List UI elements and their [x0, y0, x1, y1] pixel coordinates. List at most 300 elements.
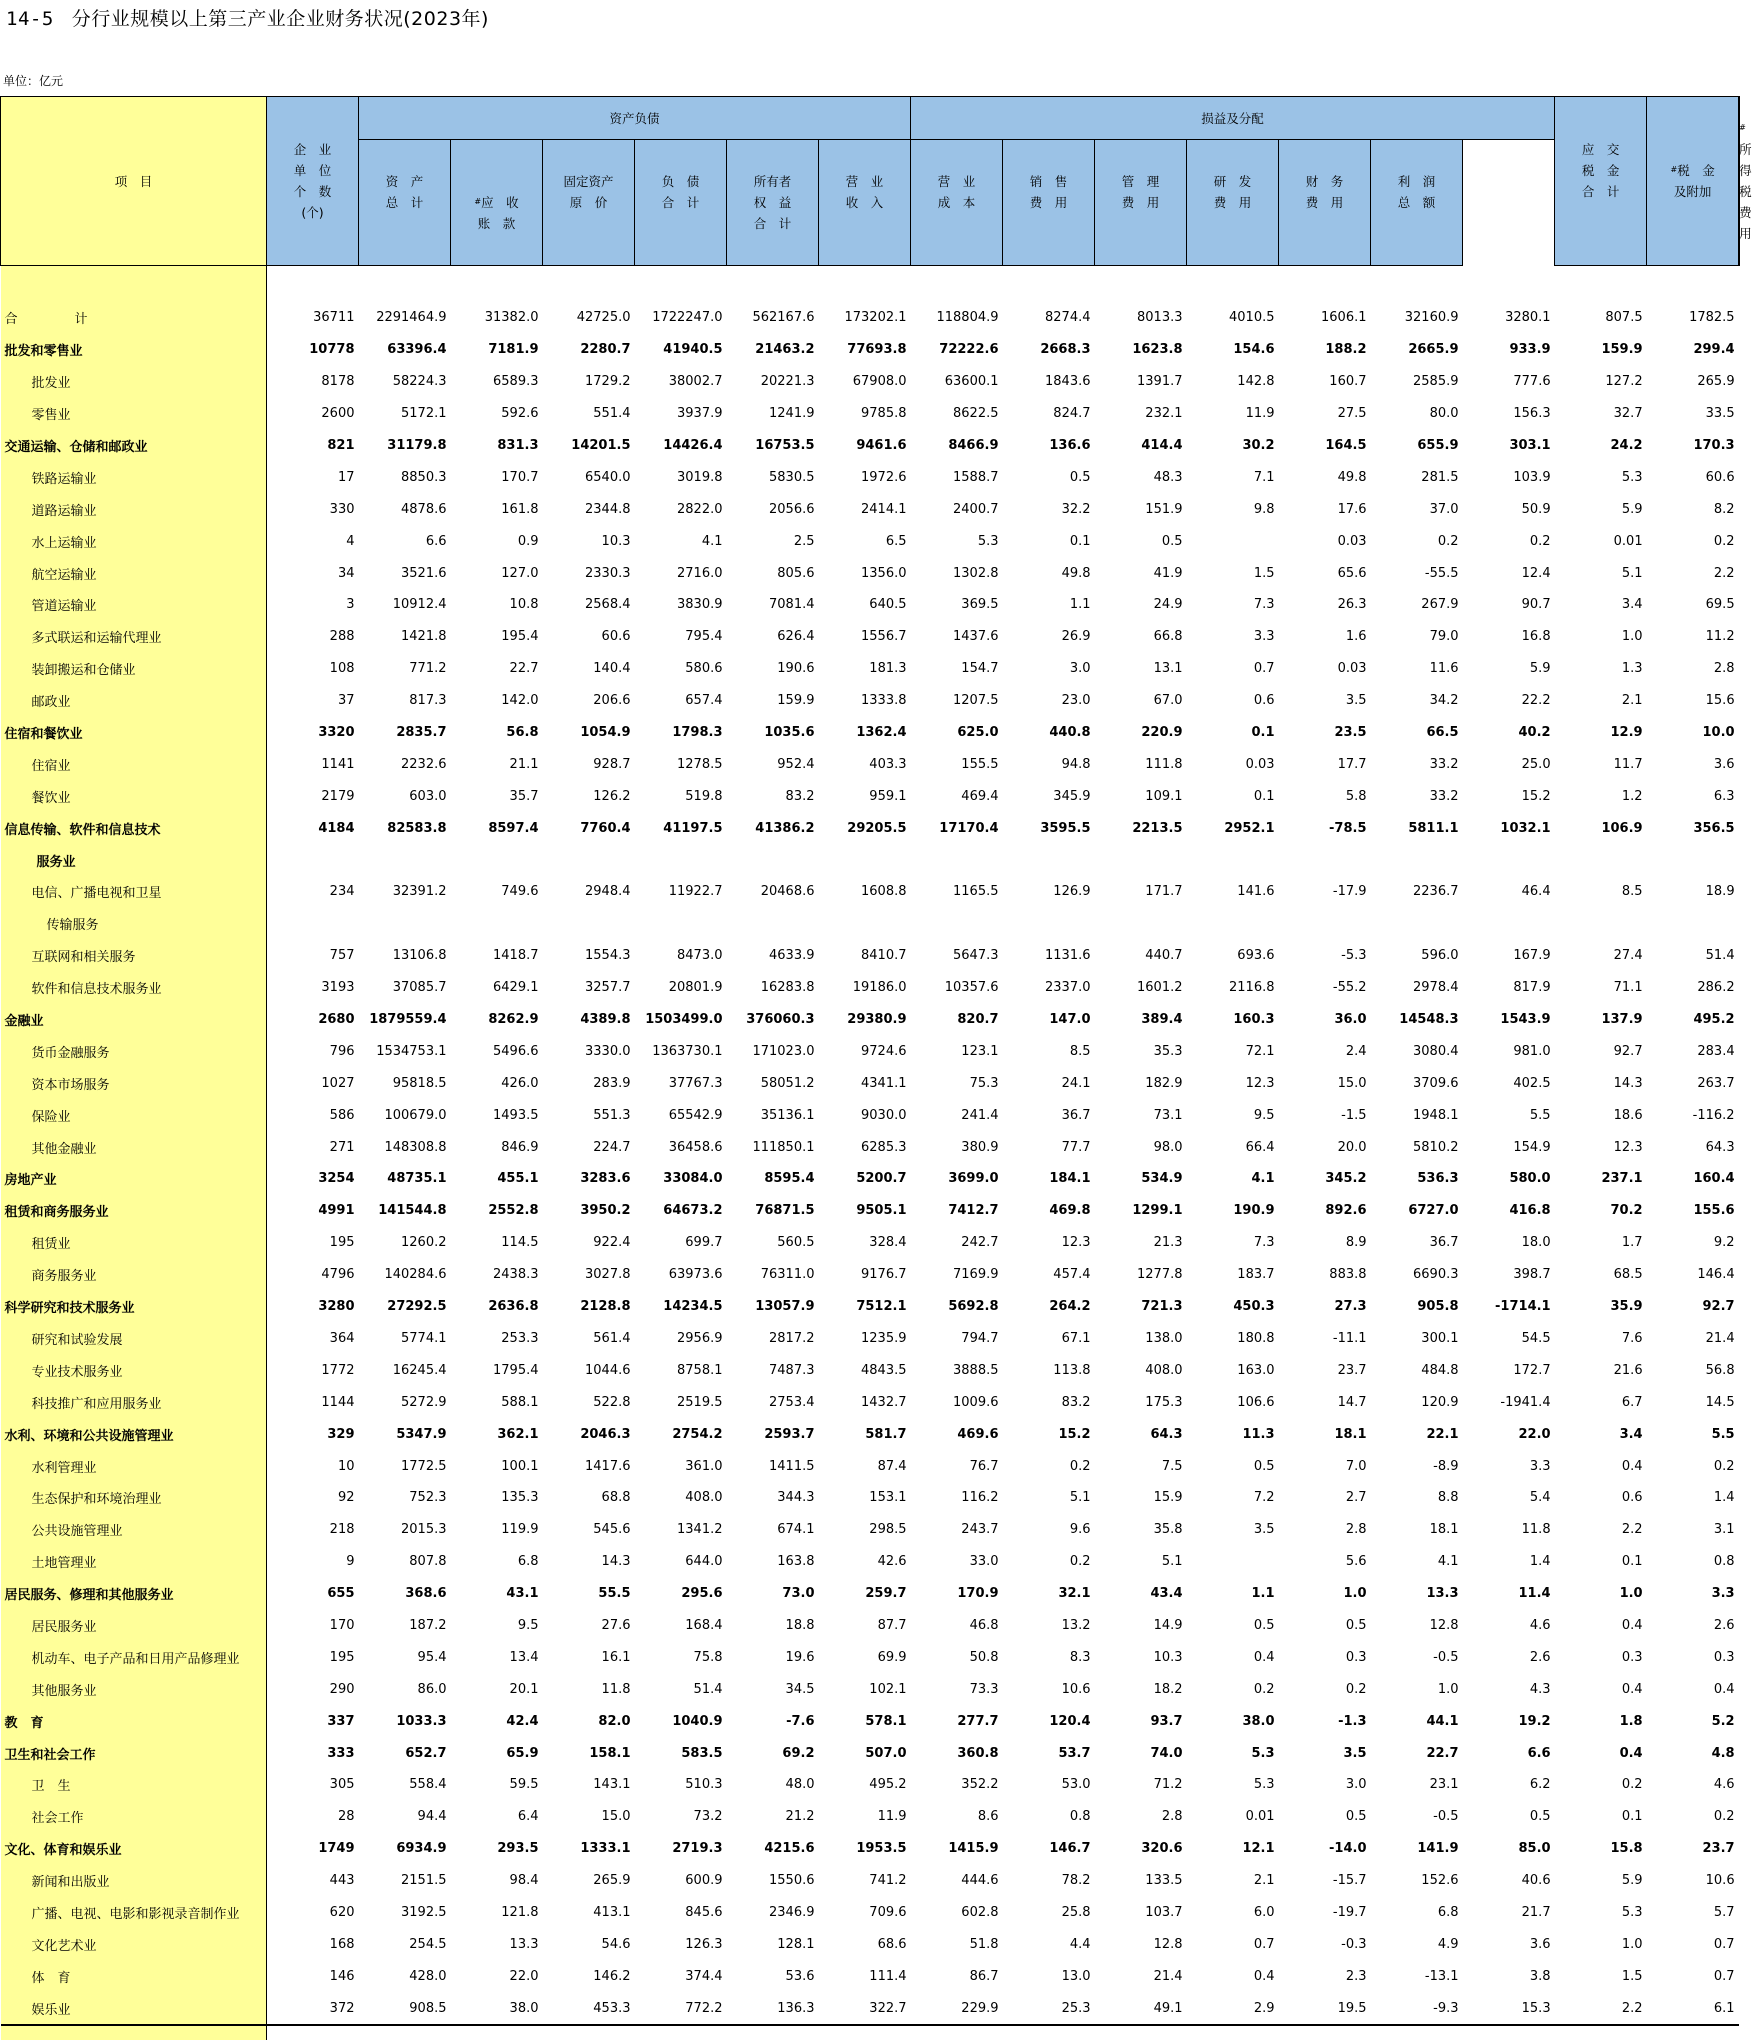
- value-cell: 1032.1: [1463, 812, 1555, 844]
- value-cell: 23.7: [1279, 1354, 1371, 1386]
- value-cell: 111.4: [819, 1960, 911, 1992]
- row-label-cell: [1, 1705, 267, 1737]
- value-cell: 151.9: [1095, 493, 1187, 525]
- value-cell: 4010.5: [1187, 302, 1279, 334]
- value-cell: 135.3: [451, 1482, 543, 1514]
- value-cell: 54.6: [543, 1928, 635, 1960]
- value-cell: 2600: [267, 398, 359, 430]
- value-cell: 2680: [267, 1004, 359, 1036]
- value-cell: [911, 908, 1003, 940]
- value-cell: 1782.5: [1647, 302, 1739, 334]
- header-equity: 所有者 权 益 合 计: [727, 140, 819, 266]
- value-cell: 345.2: [1279, 1163, 1371, 1195]
- value-cell: 22.7: [1371, 1737, 1463, 1769]
- value-cell: 892.6: [1279, 1195, 1371, 1227]
- value-cell: -1.3: [1279, 1705, 1371, 1737]
- value-cell: 5647.3: [911, 940, 1003, 972]
- table-row: [1, 876, 1740, 908]
- value-cell: 345.9: [1003, 780, 1095, 812]
- value-cell: 519.8: [635, 780, 727, 812]
- value-cell: 12.3: [1555, 1131, 1647, 1163]
- value-cell: 602.8: [911, 1897, 1003, 1929]
- value-cell: 103.9: [1463, 461, 1555, 493]
- row-label: 租赁业: [1, 1233, 71, 1252]
- value-cell: -8.9: [1371, 1450, 1463, 1482]
- row-label: 住宿和餐饮业: [1, 723, 83, 742]
- value-cell: 2280.7: [543, 334, 635, 366]
- value-cell: 1141: [267, 748, 359, 780]
- value-cell: 364: [267, 1323, 359, 1355]
- value-cell: 330: [267, 493, 359, 525]
- value-cell: 592.6: [451, 398, 543, 430]
- value-cell: 6.8: [1371, 1897, 1463, 1929]
- value-cell: [1647, 844, 1739, 876]
- value-cell: 108: [267, 653, 359, 685]
- value-cell: 640.5: [819, 589, 911, 621]
- row-label-cell: [1, 1801, 267, 1833]
- header-rd-expense: 研 发 费 用: [1187, 140, 1279, 266]
- value-cell: 12.9: [1555, 717, 1647, 749]
- value-cell: 173202.1: [819, 302, 911, 334]
- value-cell: 2665.9: [1371, 334, 1463, 366]
- value-cell: 141.9: [1371, 1833, 1463, 1865]
- table-row: [1, 1673, 1740, 1705]
- value-cell: 8.8: [1371, 1482, 1463, 1514]
- value-cell: 1418.7: [451, 940, 543, 972]
- row-label-cell: [1, 844, 267, 876]
- row-label-cell: [1, 1641, 267, 1673]
- value-cell: 35.3: [1095, 1035, 1187, 1067]
- value-cell: 5.9: [1555, 493, 1647, 525]
- row-label: 交通运输、仓储和邮政业: [1, 436, 148, 455]
- value-cell: 43.1: [451, 1578, 543, 1610]
- row-label: 合 计: [1, 308, 110, 327]
- value-cell: 3.3: [1647, 1578, 1739, 1610]
- value-cell: 752.3: [359, 1482, 451, 1514]
- value-cell: 551.4: [543, 398, 635, 430]
- value-cell: 69.2: [727, 1737, 819, 1769]
- value-cell: 5.3: [1187, 1737, 1279, 1769]
- value-cell: 15.0: [543, 1801, 635, 1833]
- row-label-cell: [1, 493, 267, 525]
- value-cell: 644.0: [635, 1546, 727, 1578]
- value-cell: 19186.0: [819, 972, 911, 1004]
- table-row: [1, 621, 1740, 653]
- value-cell: 237.1: [1555, 1163, 1647, 1195]
- value-cell: 51.8: [911, 1928, 1003, 1960]
- value-cell: 7181.9: [451, 334, 543, 366]
- row-label: 居民服务、修理和其他服务业: [1, 1584, 174, 1603]
- value-cell: 626.4: [727, 621, 819, 653]
- value-cell: 0.4: [1187, 1641, 1279, 1673]
- value-cell: 51.4: [1647, 940, 1739, 972]
- value-cell: 1207.5: [911, 685, 1003, 717]
- value-cell: 94.8: [1003, 748, 1095, 780]
- row-label: 研究和试验发展: [1, 1329, 123, 1348]
- value-cell: 820.7: [911, 1004, 1003, 1036]
- value-cell: 0.2: [1647, 1801, 1739, 1833]
- table-row: [1, 1259, 1740, 1291]
- value-cell: 34.5: [727, 1673, 819, 1705]
- value-cell: 220.9: [1095, 717, 1187, 749]
- value-cell: 0.3: [1279, 1641, 1371, 1673]
- value-cell: 1.0: [1555, 1928, 1647, 1960]
- header-income-tax: #所得税 费 用: [1739, 97, 1740, 266]
- row-label: 道路运输业: [1, 500, 97, 519]
- value-cell: 5200.7: [819, 1163, 911, 1195]
- value-cell: 63600.1: [911, 366, 1003, 398]
- value-cell: 65542.9: [635, 1099, 727, 1131]
- value-cell: 82.0: [543, 1705, 635, 1737]
- value-cell: 3937.9: [635, 398, 727, 430]
- value-cell: 469.8: [1003, 1195, 1095, 1227]
- value-cell: [267, 908, 359, 940]
- value-cell: 416.8: [1463, 1195, 1555, 1227]
- row-label-cell: [1, 940, 267, 972]
- value-cell: 12.3: [1003, 1227, 1095, 1259]
- value-cell: 6690.3: [1371, 1259, 1463, 1291]
- value-cell: 0.1: [1555, 1546, 1647, 1578]
- value-cell: 12.8: [1371, 1610, 1463, 1642]
- value-cell: 25.0: [1463, 748, 1555, 780]
- value-cell: 545.6: [543, 1514, 635, 1546]
- value-cell: 87.7: [819, 1610, 911, 1642]
- value-cell: 8622.5: [911, 398, 1003, 430]
- row-label: 管道运输业: [1, 595, 97, 614]
- table-row: [1, 557, 1740, 589]
- value-cell: 8.5: [1555, 876, 1647, 908]
- row-label: 其他服务业: [1, 1680, 97, 1699]
- value-cell: 20801.9: [635, 972, 727, 1004]
- value-cell: 73.3: [911, 1673, 1003, 1705]
- value-cell: 0.7: [1647, 1928, 1739, 1960]
- value-cell: 265.9: [543, 1865, 635, 1897]
- value-cell: 28: [267, 1801, 359, 1833]
- row-label: 货币金融服务: [1, 1042, 110, 1061]
- value-cell: 817.9: [1463, 972, 1555, 1004]
- value-cell: 27.4: [1555, 940, 1647, 972]
- value-cell: 56.8: [1647, 1354, 1739, 1386]
- value-cell: 18.1: [1371, 1514, 1463, 1546]
- row-label-cell: [1, 461, 267, 493]
- value-cell: 426.0: [451, 1067, 543, 1099]
- value-cell: 73.2: [635, 1801, 727, 1833]
- value-cell: 1606.1: [1279, 302, 1371, 334]
- value-cell: 0.1: [1555, 1801, 1647, 1833]
- value-cell: 164.5: [1279, 430, 1371, 462]
- value-cell: 8850.3: [359, 461, 451, 493]
- value-cell: 0.1: [1003, 525, 1095, 557]
- value-cell: 15.0: [1279, 1067, 1371, 1099]
- value-cell: 1.1: [1003, 589, 1095, 621]
- table-row: [1, 812, 1740, 844]
- value-cell: 18.1: [1279, 1418, 1371, 1450]
- value-cell: 2.9: [1187, 1992, 1279, 2025]
- value-cell: 536.3: [1371, 1163, 1463, 1195]
- value-cell: 588.1: [451, 1386, 543, 1418]
- value-cell: 161.8: [451, 493, 543, 525]
- value-cell: 6.8: [451, 1546, 543, 1578]
- value-cell: 3.4: [1555, 589, 1647, 621]
- value-cell: 0.2: [1371, 525, 1463, 557]
- value-cell: 5.3: [1555, 461, 1647, 493]
- value-cell: 123.1: [911, 1035, 1003, 1067]
- value-cell: 2179: [267, 780, 359, 812]
- value-cell: 44.1: [1371, 1705, 1463, 1737]
- value-cell: 63396.4: [359, 334, 451, 366]
- value-cell: 4878.6: [359, 493, 451, 525]
- value-cell: 522.8: [543, 1386, 635, 1418]
- value-cell: 111850.1: [727, 1131, 819, 1163]
- value-cell: 4.9: [1371, 1928, 1463, 1960]
- value-cell: 3888.5: [911, 1354, 1003, 1386]
- value-cell: 337: [267, 1705, 359, 1737]
- value-cell: 187.2: [359, 1610, 451, 1642]
- value-cell: 3.0: [1279, 1769, 1371, 1801]
- value-cell: 141.6: [1187, 876, 1279, 908]
- value-cell: [1003, 908, 1095, 940]
- value-cell: 0.8: [1003, 1801, 1095, 1833]
- value-cell: 9724.6: [819, 1035, 911, 1067]
- value-cell: 5830.5: [727, 461, 819, 493]
- value-cell: 5.3: [911, 525, 1003, 557]
- value-cell: 19.5: [1279, 1992, 1371, 2025]
- value-cell: 3.3: [1187, 621, 1279, 653]
- value-cell: 328.4: [819, 1227, 911, 1259]
- value-cell: 70.2: [1555, 1195, 1647, 1227]
- value-cell: 1411.5: [727, 1450, 819, 1482]
- value-cell: 0.5: [1463, 1801, 1555, 1833]
- value-cell: 2337.0: [1003, 972, 1095, 1004]
- value-cell: 30.2: [1187, 430, 1279, 462]
- table-row: [1, 1131, 1740, 1163]
- value-cell: 440.8: [1003, 717, 1095, 749]
- value-cell: 352.2: [911, 1769, 1003, 1801]
- value-cell: 7.5: [1095, 1450, 1187, 1482]
- header-enterprises: 企 业 单 位 个 数 (个): [267, 97, 359, 266]
- value-cell: 19.6: [727, 1641, 819, 1673]
- value-cell: 73.0: [727, 1578, 819, 1610]
- value-cell: 126.2: [543, 780, 635, 812]
- value-cell: 133.5: [1095, 1865, 1187, 1897]
- value-cell: 795.4: [635, 621, 727, 653]
- value-cell: 154.7: [911, 653, 1003, 685]
- value-cell: 94.4: [359, 1801, 451, 1833]
- value-cell: 5172.1: [359, 398, 451, 430]
- table-row: [1, 1004, 1740, 1036]
- value-cell: 13106.8: [359, 940, 451, 972]
- value-cell: 43.4: [1095, 1578, 1187, 1610]
- value-cell: 10778: [267, 334, 359, 366]
- value-cell: 6.2: [1463, 1769, 1555, 1801]
- value-cell: 8013.3: [1095, 302, 1187, 334]
- value-cell: 77693.8: [819, 334, 911, 366]
- value-cell: 13.3: [1371, 1578, 1463, 1610]
- value-cell: 18.0: [1463, 1227, 1555, 1259]
- value-cell: 0.1: [1187, 780, 1279, 812]
- value-cell: 1534753.1: [359, 1035, 451, 1067]
- value-cell: 5.5: [1647, 1418, 1739, 1450]
- table-row: [1, 717, 1740, 749]
- value-cell: 777.6: [1463, 366, 1555, 398]
- value-cell: 4.1: [635, 525, 727, 557]
- value-cell: 35136.1: [727, 1099, 819, 1131]
- value-cell: 78.2: [1003, 1865, 1095, 1897]
- value-cell: 17170.4: [911, 812, 1003, 844]
- value-cell: 1417.6: [543, 1450, 635, 1482]
- value-cell: 1035.6: [727, 717, 819, 749]
- value-cell: 68.5: [1555, 1259, 1647, 1291]
- value-cell: 98.4: [451, 1865, 543, 1897]
- value-cell: 12.1: [1187, 1833, 1279, 1865]
- value-cell: 7169.9: [911, 1259, 1003, 1291]
- value-cell: 1165.5: [911, 876, 1003, 908]
- value-cell: 140.4: [543, 653, 635, 685]
- value-cell: 126.9: [1003, 876, 1095, 908]
- value-cell: 10.6: [1003, 1673, 1095, 1705]
- header-total-profit: 利 润 总 额: [1371, 140, 1463, 266]
- value-cell: 320.6: [1095, 1833, 1187, 1865]
- value-cell: [451, 908, 543, 940]
- table-number: 14-5: [6, 8, 54, 30]
- value-cell: 33.5: [1647, 398, 1739, 430]
- table-row: [1, 685, 1740, 717]
- value-cell: 0.2: [1003, 1546, 1095, 1578]
- value-cell: 2585.9: [1371, 366, 1463, 398]
- row-label: 批发业: [1, 372, 71, 391]
- value-cell: 22.7: [451, 653, 543, 685]
- value-cell: 657.4: [635, 685, 727, 717]
- value-cell: 8473.0: [635, 940, 727, 972]
- value-cell: 551.3: [543, 1099, 635, 1131]
- value-cell: 4341.1: [819, 1067, 911, 1099]
- value-cell: 32160.9: [1371, 302, 1463, 334]
- value-cell: 757: [267, 940, 359, 972]
- row-label-cell: [1, 1259, 267, 1291]
- value-cell: 9785.8: [819, 398, 911, 430]
- value-cell: 5.9: [1463, 653, 1555, 685]
- value-cell: 24.9: [1095, 589, 1187, 621]
- value-cell: 5.1: [1003, 1482, 1095, 1514]
- row-label-cell: [1, 908, 267, 940]
- value-cell: 1879559.4: [359, 1004, 451, 1036]
- value-cell: 1722247.0: [635, 302, 727, 334]
- value-cell: 224.7: [543, 1131, 635, 1163]
- value-cell: 36.7: [1003, 1099, 1095, 1131]
- row-label-cell: [1, 1897, 267, 1929]
- value-cell: 749.6: [451, 876, 543, 908]
- value-cell: 232.1: [1095, 398, 1187, 430]
- value-cell: 908.5: [359, 1992, 451, 2025]
- value-cell: 19.2: [1463, 1705, 1555, 1737]
- value-cell: 2.7: [1279, 1482, 1371, 1514]
- value-cell: 17.7: [1279, 748, 1371, 780]
- value-cell: 652.7: [359, 1737, 451, 1769]
- value-cell: 160.4: [1647, 1163, 1739, 1195]
- table-row: [1, 1323, 1740, 1355]
- value-cell: 699.7: [635, 1227, 727, 1259]
- value-cell: 14234.5: [635, 1291, 727, 1323]
- table-row: [1, 1833, 1740, 1865]
- value-cell: 8410.7: [819, 940, 911, 972]
- header-sales-expense: 销 售 费 用: [1003, 140, 1095, 266]
- header-finance-expense: 财 务 费 用: [1279, 140, 1371, 266]
- value-cell: 148308.8: [359, 1131, 451, 1163]
- row-label: 航空运输业: [1, 564, 97, 583]
- value-cell: 1.8: [1555, 1705, 1647, 1737]
- value-cell: 155.5: [911, 748, 1003, 780]
- value-cell: 163.8: [727, 1546, 819, 1578]
- value-cell: 586: [267, 1099, 359, 1131]
- value-cell: 9.5: [451, 1610, 543, 1642]
- value-cell: 73.1: [1095, 1099, 1187, 1131]
- value-cell: 6429.1: [451, 972, 543, 1004]
- row-label-cell: [1, 1865, 267, 1897]
- value-cell: 140284.6: [359, 1259, 451, 1291]
- value-cell: 3080.4: [1371, 1035, 1463, 1067]
- value-cell: 21.3: [1095, 1227, 1187, 1259]
- value-cell: 981.0: [1463, 1035, 1555, 1067]
- row-label-cell: [1, 1323, 267, 1355]
- value-cell: 253.3: [451, 1323, 543, 1355]
- value-cell: 42.4: [451, 1705, 543, 1737]
- value-cell: 1623.8: [1095, 334, 1187, 366]
- value-cell: 1588.7: [911, 461, 1003, 493]
- value-cell: 11.4: [1463, 1578, 1555, 1610]
- value-cell: 1798.3: [635, 717, 727, 749]
- value-cell: 67.0: [1095, 685, 1187, 717]
- value-cell: 1972.6: [819, 461, 911, 493]
- value-cell: 1299.1: [1095, 1195, 1187, 1227]
- value-cell: 14548.3: [1371, 1004, 1463, 1036]
- value-cell: 102.1: [819, 1673, 911, 1705]
- value-cell: 883.8: [1279, 1259, 1371, 1291]
- value-cell: 11.9: [819, 1801, 911, 1833]
- value-cell: 65.9: [451, 1737, 543, 1769]
- value-cell: 0.5: [1187, 1610, 1279, 1642]
- value-cell: 14201.5: [543, 430, 635, 462]
- value-cell: -1.5: [1279, 1099, 1371, 1131]
- value-cell: 457.4: [1003, 1259, 1095, 1291]
- value-cell: 2636.8: [451, 1291, 543, 1323]
- value-cell: 2.2: [1555, 1992, 1647, 2025]
- value-cell: 22.0: [451, 1960, 543, 1992]
- value-cell: 9.8: [1187, 493, 1279, 525]
- row-label-cell: [1, 398, 267, 430]
- value-cell: -7.6: [727, 1705, 819, 1737]
- value-cell: -9.3: [1371, 1992, 1463, 2025]
- value-cell: 3.4: [1555, 1418, 1647, 1450]
- value-cell: 807.5: [1555, 302, 1647, 334]
- value-cell: 32.1: [1003, 1578, 1095, 1610]
- value-cell: 120.9: [1371, 1386, 1463, 1418]
- value-cell: 794.7: [911, 1323, 1003, 1355]
- table-row: [1, 430, 1740, 462]
- value-cell: 928.7: [543, 748, 635, 780]
- value-cell: -55.5: [1371, 557, 1463, 589]
- value-cell: 68.6: [819, 1928, 911, 1960]
- value-cell: 821: [267, 430, 359, 462]
- value-cell: [1371, 844, 1463, 876]
- row-label-cell: [1, 812, 267, 844]
- value-cell: [635, 908, 727, 940]
- row-label: 卫生和社会工作: [1, 1744, 96, 1763]
- value-cell: 4.4: [1003, 1928, 1095, 1960]
- value-cell: 2.2: [1647, 557, 1739, 589]
- value-cell: 76311.0: [727, 1259, 819, 1291]
- value-cell: 0.2: [1187, 1673, 1279, 1705]
- value-cell: 147.0: [1003, 1004, 1095, 1036]
